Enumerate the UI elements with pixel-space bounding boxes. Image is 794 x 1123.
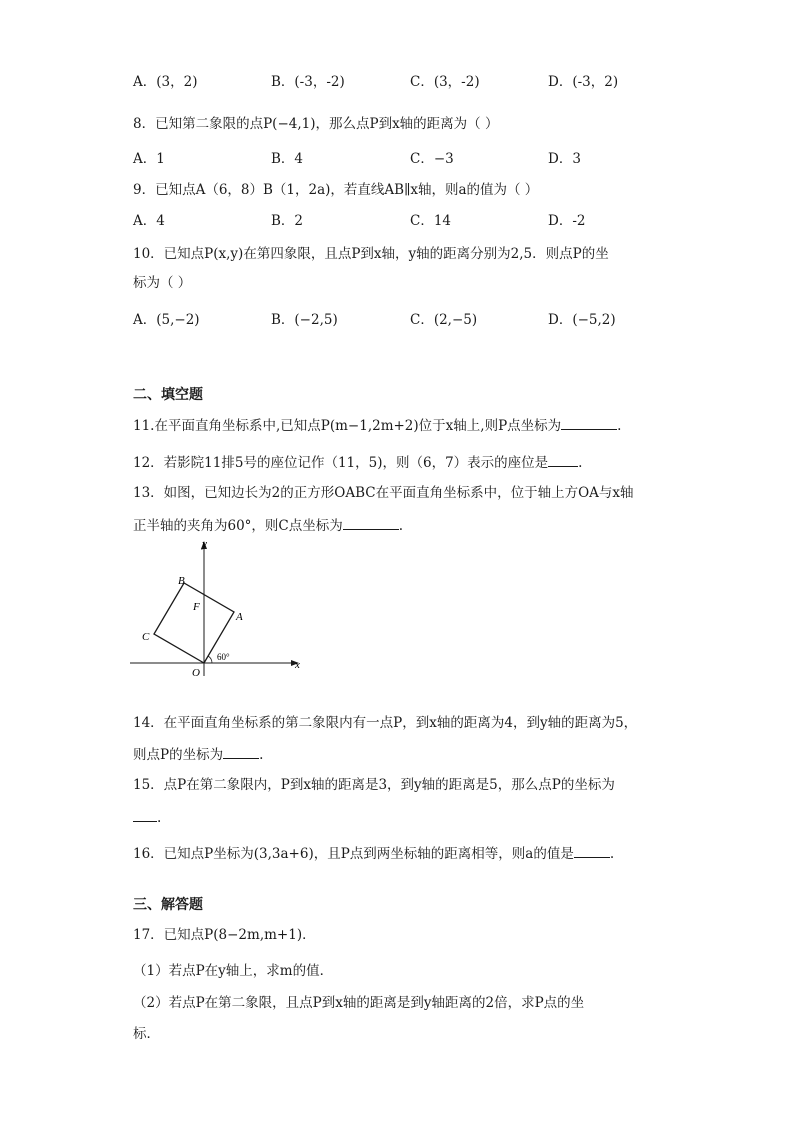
q7-option-b: B．(-3，-2) [271,74,345,90]
q12-period: . [578,455,583,471]
q10-stem-line1: 10．已知点P(x,y)在第四象限，且点P到x轴，y轴的距离分别为2,5．则点P的坐 [133,246,609,262]
q14-text: 则点P的坐标为 [133,747,224,763]
q7-option-d: D．(-3，2) [548,74,619,90]
q13-period: . [398,518,404,534]
origin-label: O [192,667,200,679]
q14-period: . [259,747,264,763]
q11-answer-blank [561,415,617,430]
q10-option-c: C．(2,−5) [410,312,478,328]
x-axis-label: x [295,659,300,671]
q9-option-d: D．-2 [548,213,586,229]
q10-option-b: B．(−2,5) [271,312,338,328]
point-c-label: C [142,631,150,643]
q8-option-b: B．4 [271,151,304,167]
q16-line [133,843,614,864]
q16-text: 16．已知点P坐标为(3,3a+6)，且P点到两坐标轴的距离相等，则a的值是 [133,846,574,862]
q8-option-c: C．−3 [410,151,454,167]
q14-answer-blank [223,744,259,759]
section-fill-in-heading: 二、填空题 [133,387,203,403]
square-coordinate-figure [128,536,308,680]
angle-arc [208,656,212,663]
q15-line1: 15．点P在第二象限内，P到x轴的距离是3，到y轴的距离是5，那么点P的坐标为 [133,777,615,793]
q13-answer-blank [343,515,399,530]
square-oabc [154,583,234,663]
q13-text: 正半轴的夹角为60°，则C点坐标为 [133,518,343,534]
q15-line2 [133,807,161,828]
q17-part2-line2: 标． [133,1026,160,1042]
q8-option-a: A．1 [133,151,165,167]
q14-line1: 14．在平面直角坐标系的第二象限内有一点P，到x轴的距离为4，到y轴的距离为5， [133,715,638,731]
q7-option-a: A．(3，2) [133,74,198,90]
q10-option-a: A．(5,−2) [133,312,200,328]
q11-line [133,415,621,436]
point-f-label: F [193,601,200,613]
q9-option-a: A．4 [133,213,165,229]
q12-line [133,452,582,473]
q17-part2-line1: （2）若点P在第二象限，且点P到x轴的距离是到y轴距离的2倍，求P点的坐 [133,995,585,1011]
q15-answer-blank [133,807,157,822]
q8-stem: 8．已知第二象限的点P(−4,1)，那么点P到x轴的距离为（ ） [133,116,499,132]
q16-answer-blank [574,843,610,858]
q10-stem-line2: 标为（ ） [133,275,192,291]
q9-option-b: B．2 [271,213,304,229]
angle-label: 60° [217,652,230,662]
q12-answer-blank [548,452,578,467]
point-b-label: B [178,575,185,587]
q9-option-c: C．14 [410,213,452,229]
q13-line2 [133,515,403,536]
q7-option-c: C．(3，-2) [410,74,480,90]
y-axis-label: y [202,538,207,550]
q11-text: 11.在平面直角坐标系中,已知点P(m−1,2m+2)位于x轴上,则P点坐标为 [133,418,562,434]
q11-period: . [617,418,622,434]
q17-stem: 17．已知点P(8−2m,m+1)． [133,927,316,943]
point-a-label: A [236,611,243,623]
q16-period: . [609,846,615,862]
q12-text: 12．若影院11排5号的座位记作（11，5)，则（6，7）表示的座位是 [133,455,549,471]
q14-line2 [133,744,263,765]
q10-option-d: D．(−5,2) [548,312,616,328]
q13-line1: 13．如图，已知边长为2的正方形OABC在平面直角坐标系中，位于轴上方OA与x轴 [133,485,634,501]
q9-stem: 9．已知点A（6，8）B（1，2a)，若直线AB∥x轴，则a的值为（ ） [133,182,539,198]
q15-period: . [157,810,162,826]
q17-part1: （1）若点P在y轴上，求m的值． [133,963,334,979]
section-solve-heading: 三、解答题 [133,897,203,913]
q8-option-d: D．3 [548,151,581,167]
